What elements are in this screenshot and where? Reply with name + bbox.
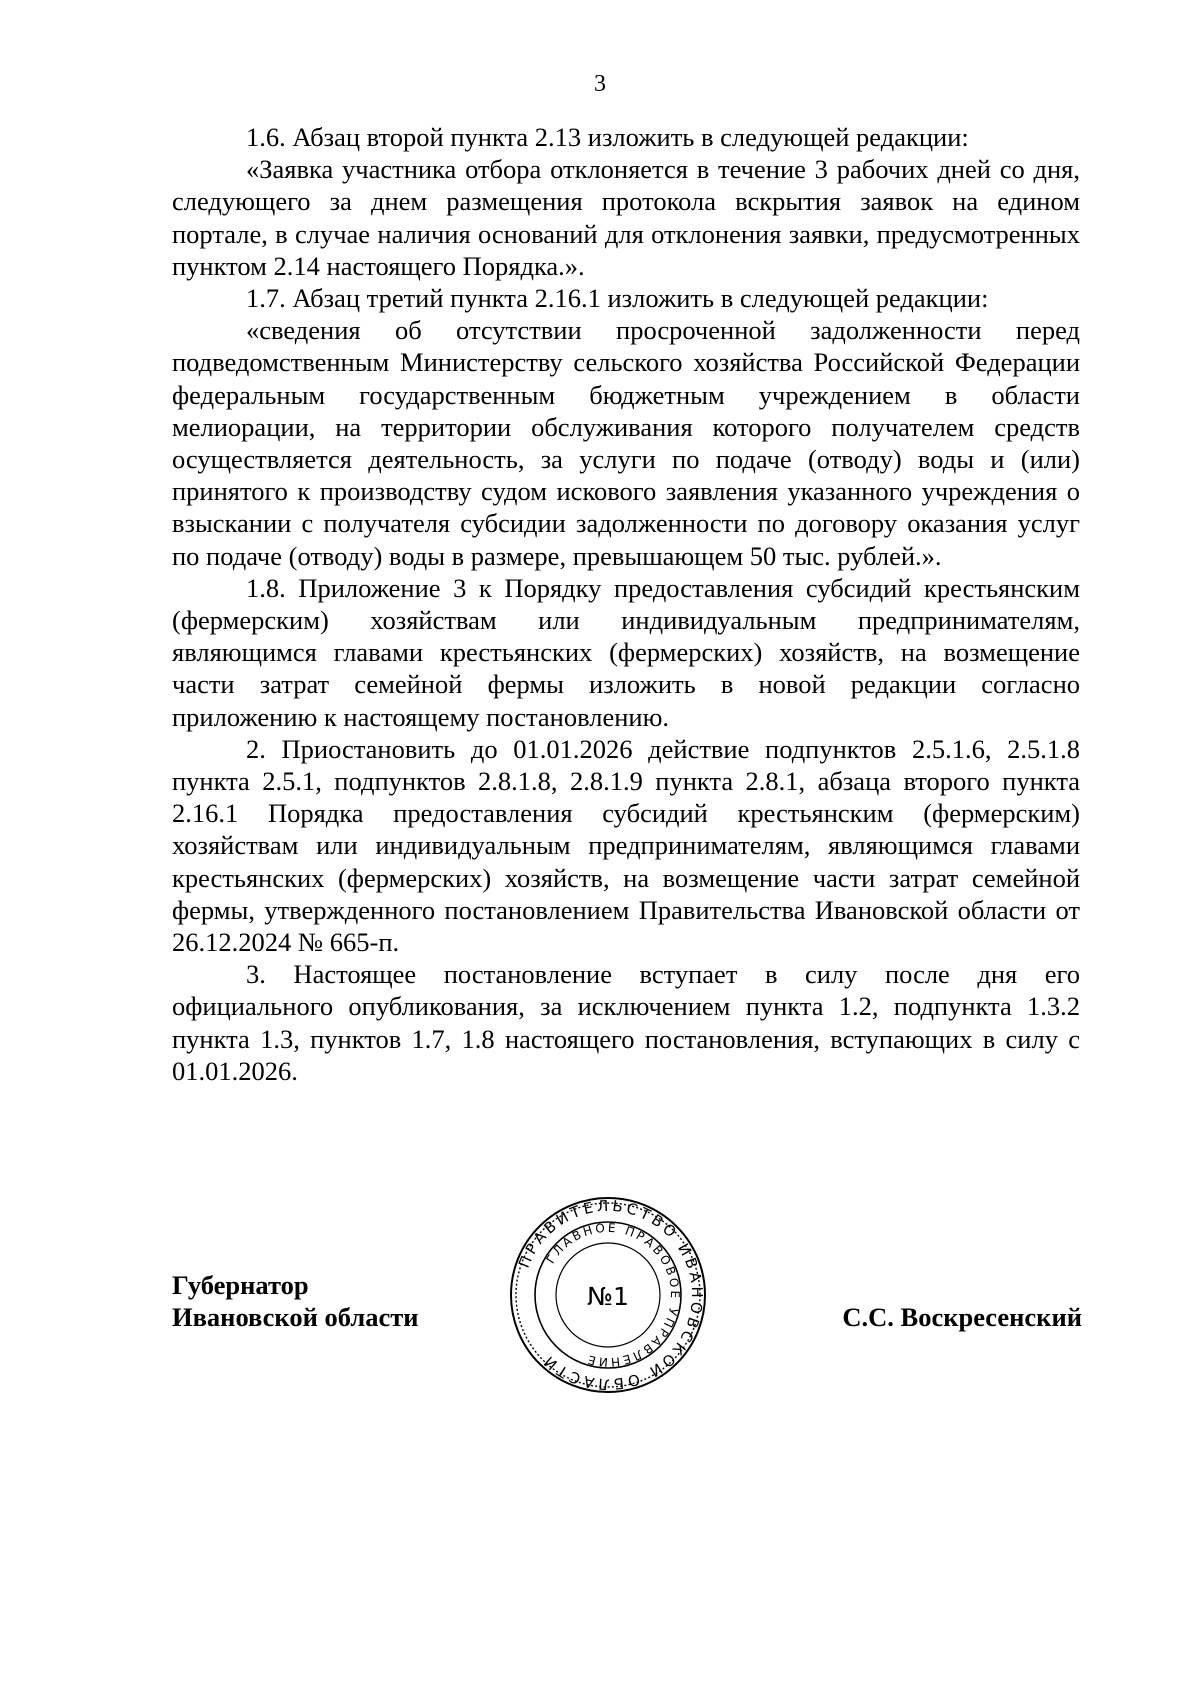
document-body: [172, 121, 1080, 1087]
paragraph-3: 3. Настоящее постановление вступает в силу после дня его официального опубликования, за исключением пункта 1.2, подпункта 1.3.2 пункта 1.3, пунктов 1.7, 1.8 настоящего постановления, вступающих в силу с 01.01.2026.: [172, 959, 1080, 1086]
paragraph-1-6: 1.6. Абзац второй пункта 2.13 изложить в следующей редакции:: [246, 122, 969, 152]
paragraph-1-7: 1.7. Абзац третий пункта 2.16.1 изложить в следующей редакции:: [246, 283, 989, 314]
signer-name: С.С. Воскресенский: [842, 1302, 1082, 1332]
signature-block: [172, 1195, 1082, 1394]
paragraph-1-8: 1.8. Приложение 3 к Порядку предоставления субсидий крестьянским (фермерским) хозяйствам или индивидуальным предпринимателям, являющимся главами крестьянских (фермерских) хозяйств, на возмещение части затрат семейной фермы изложить в новой редакции согласно приложению к настоящему постановлению.: [172, 572, 1080, 732]
page-number: 3: [594, 71, 606, 97]
paragraph-2: 2. Приостановить до 01.01.2026 действие подпунктов 2.5.1.6, 2.5.1.8 пункта 2.5.1, подпунктов 2.8.1.8, 2.8.1.9 пункта 2.8.1, абзаца второго пункта 2.16.1 Порядка предоставления субсидий крестьянским (фермерским) хозяйствам или индивидуальным предпринимателям, являющимся главами крестьянских (фермерских) хозяйств, на возмещение части затрат семейной фермы, утвержденного постановлением Правительства Ивановской области от 26.12.2024 № 665-п.: [172, 733, 1080, 958]
stamp-number: №1: [587, 1282, 629, 1311]
paragraph-1-6-quote: «Заявка участника отбора отклоняется в течение 3 рабочих дней со дня, следующего за днем размещения протокола вскрытия заявок на едином портале, в случае наличия оснований для отклонения заявки, предусмотренных пунктом 2.14 настоящего Порядка.».: [172, 154, 1080, 281]
stamp-inner-text: ГЛАВНОЕ ПРАВОВОЕ УПРАВЛЕНИЕ: [543, 1220, 683, 1370]
signer-title-line2: Ивановской области: [172, 1302, 419, 1332]
stamp-outer-text: ПРАВИТЕЛЬСТВО ИВАНОВСКОЙ ОБЛАСТИ: [514, 1196, 707, 1394]
stamp-seal-icon: [508, 1195, 708, 1395]
official-stamp: [508, 1195, 708, 1395]
paragraph-1-7-quote: «сведения об отсутствии просроченной задолженности перед подведомственным Министерству сельского хозяйства Российской Федерации федеральным государственным бюджетным учреждением в области мелиорации, на территории обслуживания которого получателем средств осуществляется деятельность, за услуги по подаче (отводу) воды и (или) принятого к производству судом искового заявления указанного учреждения о взыскании с получателя субсидии задолженности по договору оказания услуг по подаче (отводу) воды в размере, превышающем 50 тыс. рублей.».: [172, 315, 1080, 571]
signer-title: [172, 1269, 419, 1333]
signer-title-line1: Губернатор: [172, 1270, 309, 1300]
